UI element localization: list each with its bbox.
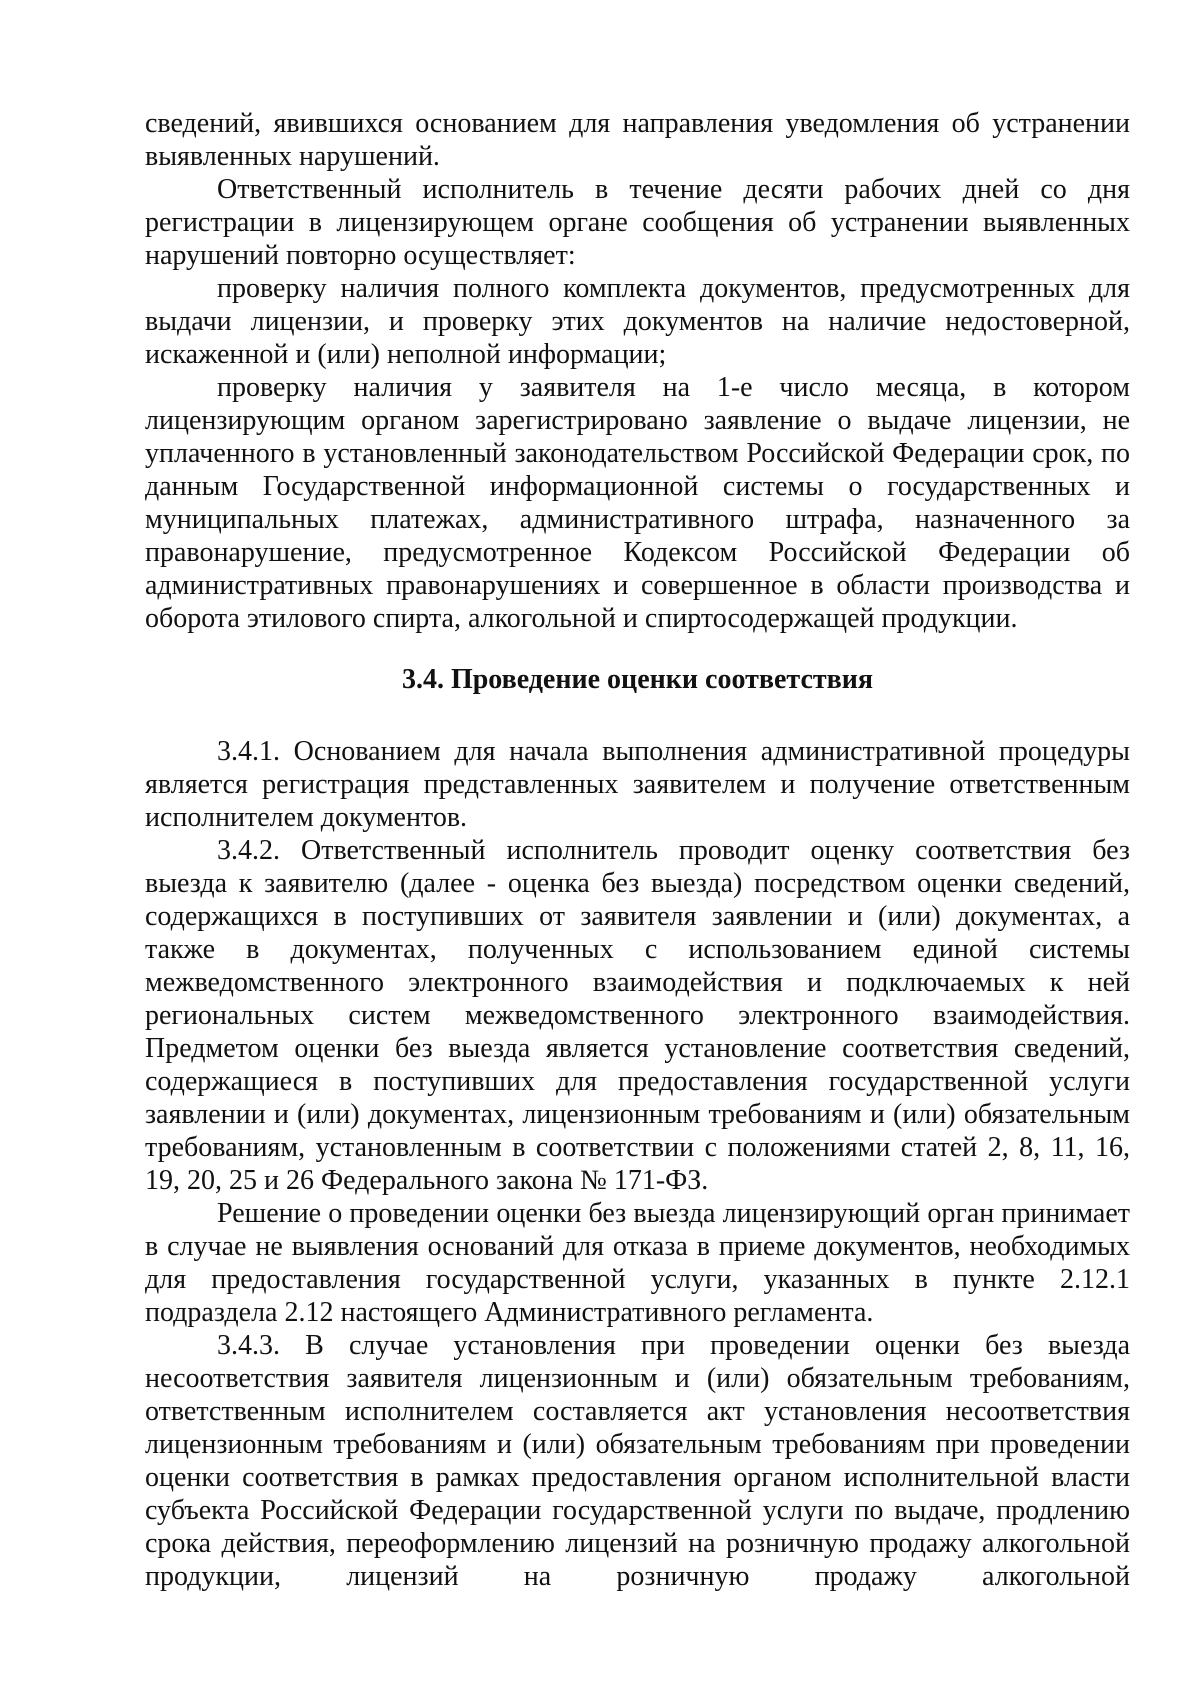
paragraph-fine-check: проверку наличия у заявителя на 1-е число месяца, в котором лицензирующим органом зарегистрировано заявление о выдаче лицензии, не уплаченного в установленный законодательством Российской Федерации срок, по данным Государственной информационной системы о государственных и муниципальных платежах, административного штрафа, назначенного за правонарушение, предусмотренное Кодексом Российской Федерации об административных правонарушениях и совершенное в области производства и оборота этилового спирта, алкогольной и спиртосодержащей продукции. [145, 372, 1130, 634]
paragraph-3-4-3: 3.4.3. В случае установления при проведении оценки без выезда несоответствия заявителя лицензионным и (или) обязательным требованиям, ответственным исполнителем составляется акт установления несоответствия лицензионным требованиям и (или) обязательным требованиям при проведении оценки соответствия в рамках предоставления органом исполнительной власти субъекта Российской Федерации государственной услуги по выдаче, продлению срока действия, переоформлению лицензий на розничную продажу алкогольной продукции, лицензий на розничную продажу алкогольной [145, 1330, 1130, 1592]
paragraph-continuation: сведений, явившихся основанием для направления уведомления об устранении выявленных нарушений. [145, 108, 1130, 172]
paragraph-documents-check: проверку наличия полного комплекта документов, предусмотренных для выдачи лицензии, и проверку этих документов на наличие недостоверной, искаженной и (или) неполной информации; [145, 273, 1130, 370]
intro-text-block [145, 107, 1130, 635]
paragraph-3-4-2: 3.4.2. Ответственный исполнитель проводит оценку соответствия без выезда к заявителю (далее - оценка без выезда) посредством оценки сведений, содержащихся в поступивших от заявителя заявлении и (или) документах, а также в документах, полученных с использованием единой системы межведомственного электронного взаимодействия и подключаемых к ней региональных систем межведомственного электронного взаимодействия. Предметом оценки без выезда является установление соответствия сведений, содержащиеся в поступивших для предоставления государственной услуги заявлении и (или) документах, лицензионным требованиям и (или) обязательным требованиям, установленным в соответствии с положениями статей 2, 8, 11, 16, 19, 20, 25 и 26 Федерального закона № 171-ФЗ. [145, 835, 1130, 1196]
paragraph-responsible-executor: Ответственный исполнитель в течение десяти рабочих дней со дня регистрации в лицензирующем органе сообщения об устранении выявленных нарушений повторно осуществляет: [145, 174, 1130, 271]
section-heading: 3.4. Проведение оценки соответствия [401, 664, 874, 695]
paragraph-3-4-1: 3.4.1. Основанием для начала выполнения административной процедуры является регистрация представленных заявителем и получение ответственным исполнителем документов. [145, 736, 1130, 833]
section-heading-block [145, 663, 1130, 696]
paragraph-decision: Решение о проведении оценки без выезда лицензирующий орган принимает в случае не выявления оснований для отказа в приеме документов, необходимых для предоставления государственной услуги, указанных в пункте 2.12.1 подраздела 2.12 настоящего Административного регламента. [145, 1198, 1130, 1328]
section-text-block [145, 735, 1130, 1593]
